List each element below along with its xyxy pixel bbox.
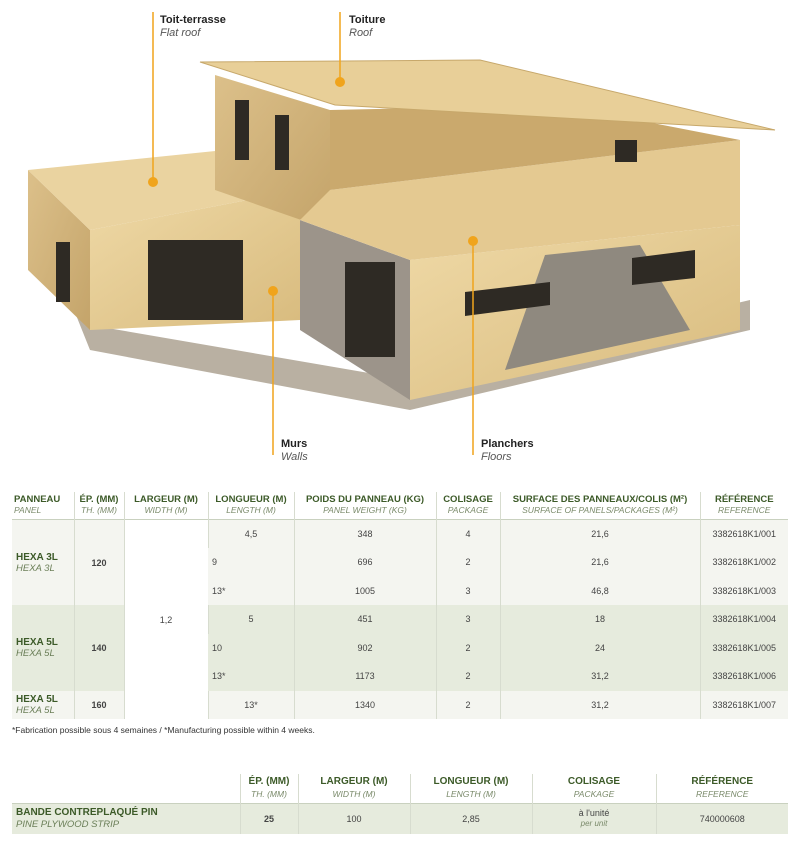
weight-cell: 696 [294, 548, 436, 577]
reference-cell: 3382618K1/004 [700, 605, 788, 634]
header-surface: SURFACE DES PANNEAUX/COLIS (M²) SURFACE OF PANELS/PACKAGES (M²) [500, 492, 700, 520]
callout-flat-roof [160, 14, 226, 40]
header-weight: POIDS DU PANNEAU (KG) PANEL WEIGHT (KG) [294, 492, 436, 520]
strip-header-length: LONGUEUR (M) LENGTH (M) [410, 774, 532, 804]
callout-flat-roof-en: Flat roof [160, 27, 201, 39]
callout-dot-floors [468, 236, 478, 246]
header-length: LONGUEUR (M) LENGTH (M) [208, 492, 294, 520]
weight-cell: 451 [294, 605, 436, 634]
panel-name-cell: HEXA 5L HEXA 5L [12, 691, 74, 720]
surface-cell: 31,2 [500, 662, 700, 691]
callout-floors [481, 438, 534, 464]
strip-header-width: LARGEUR (M) WIDTH (M) [298, 774, 410, 804]
width-cell: 1,2 [124, 520, 208, 720]
callout-flat-roof-fr: Toit-terrasse [160, 14, 226, 26]
package-cell: 3 [436, 577, 500, 606]
callout-roof-fr: Toiture [349, 14, 386, 26]
surface-cell: 21,6 [500, 548, 700, 577]
upper-window-1 [235, 100, 249, 160]
upper-window-2 [275, 115, 289, 170]
callout-walls [281, 438, 308, 464]
weight-cell: 348 [294, 520, 436, 549]
header-thickness: ÉP. (MM) TH. (MM) [74, 492, 124, 520]
length-cell: 10 [208, 634, 294, 663]
callout-walls-fr: Murs [281, 438, 308, 450]
strip-header-row [12, 774, 788, 804]
package-cell: 3 [436, 605, 500, 634]
callout-floors-fr: Planchers [481, 438, 534, 450]
package-cell: 2 [436, 662, 500, 691]
length-cell: 13* [208, 577, 294, 606]
callout-dot-roof [335, 77, 345, 87]
strip-length-cell: 2,85 [410, 804, 532, 834]
callout-walls-en: Walls [281, 451, 308, 463]
length-cell: 13* [208, 662, 294, 691]
surface-cell: 21,6 [500, 520, 700, 549]
header-width: LARGEUR (M) WIDTH (M) [124, 492, 208, 520]
package-cell: 2 [436, 548, 500, 577]
thickness-cell: 140 [74, 605, 124, 691]
package-cell: 2 [436, 691, 500, 720]
weight-cell: 1173 [294, 662, 436, 691]
length-cell: 13* [208, 691, 294, 720]
surface-cell: 24 [500, 634, 700, 663]
annex-side-door [56, 242, 70, 302]
callout-dot-walls [268, 286, 278, 296]
thickness-cell: 160 [74, 691, 124, 720]
reference-cell: 3382618K1/002 [700, 548, 788, 577]
strip-name-cell: BANDE CONTREPLAQUÉ PIN PINE PLYWOOD STRIP [12, 804, 240, 834]
strip-header-reference: RÉFÉRENCE REFERENCE [656, 774, 788, 804]
table-header-row [12, 492, 788, 520]
strip-header-package: COLISAGE PACKAGE [532, 774, 656, 804]
reference-cell: 3382618K1/001 [700, 520, 788, 549]
package-cell: 4 [436, 520, 500, 549]
reference-cell: 3382618K1/007 [700, 691, 788, 720]
package-cell: 2 [436, 634, 500, 663]
panel-name-cell: HEXA 5L HEXA 5L [12, 605, 74, 691]
plywood-strip-table [12, 774, 788, 834]
callout-roof-en: Roof [349, 27, 373, 39]
upper-window-3 [615, 140, 637, 162]
surface-cell: 18 [500, 605, 700, 634]
main-door-opening [345, 262, 395, 357]
length-cell: 5 [208, 605, 294, 634]
weight-cell: 902 [294, 634, 436, 663]
weight-cell: 1340 [294, 691, 436, 720]
callout-roof [349, 14, 385, 40]
strip-header-thickness: ÉP. (MM) TH. (MM) [240, 774, 298, 804]
header-package: COLISAGE PACKAGE [436, 492, 500, 520]
strip-header-blank [12, 774, 240, 804]
annex-garage-opening [148, 240, 243, 320]
panel-spec-table [12, 492, 788, 719]
table-row [12, 520, 788, 549]
panel-name-cell: HEXA 3L HEXA 3L [12, 520, 74, 606]
header-reference: RÉFÉRENCE REFERENCE [700, 492, 788, 520]
strip-reference-cell: 740000608 [656, 804, 788, 834]
weight-cell: 1005 [294, 577, 436, 606]
strip-thickness-cell: 25 [240, 804, 298, 834]
reference-cell: 3382618K1/005 [700, 634, 788, 663]
length-cell: 4,5 [208, 520, 294, 549]
reference-cell: 3382618K1/006 [700, 662, 788, 691]
callout-dot-flat-roof [148, 177, 158, 187]
surface-cell: 46,8 [500, 577, 700, 606]
thickness-cell: 120 [74, 520, 124, 606]
surface-cell: 31,2 [500, 691, 700, 720]
strip-package-cell: à l'unité per unit [532, 804, 656, 834]
strip-width-cell: 100 [298, 804, 410, 834]
header-panel: PANNEAU PANEL [14, 494, 61, 515]
callout-floors-en: Floors [481, 451, 512, 463]
table-row [12, 804, 788, 834]
length-cell: 9 [208, 548, 294, 577]
reference-cell: 3382618K1/003 [700, 577, 788, 606]
manufacturing-footnote: *Fabrication possible sous 4 semaines / *Manufacturing possible within 4 weeks. [12, 725, 315, 735]
